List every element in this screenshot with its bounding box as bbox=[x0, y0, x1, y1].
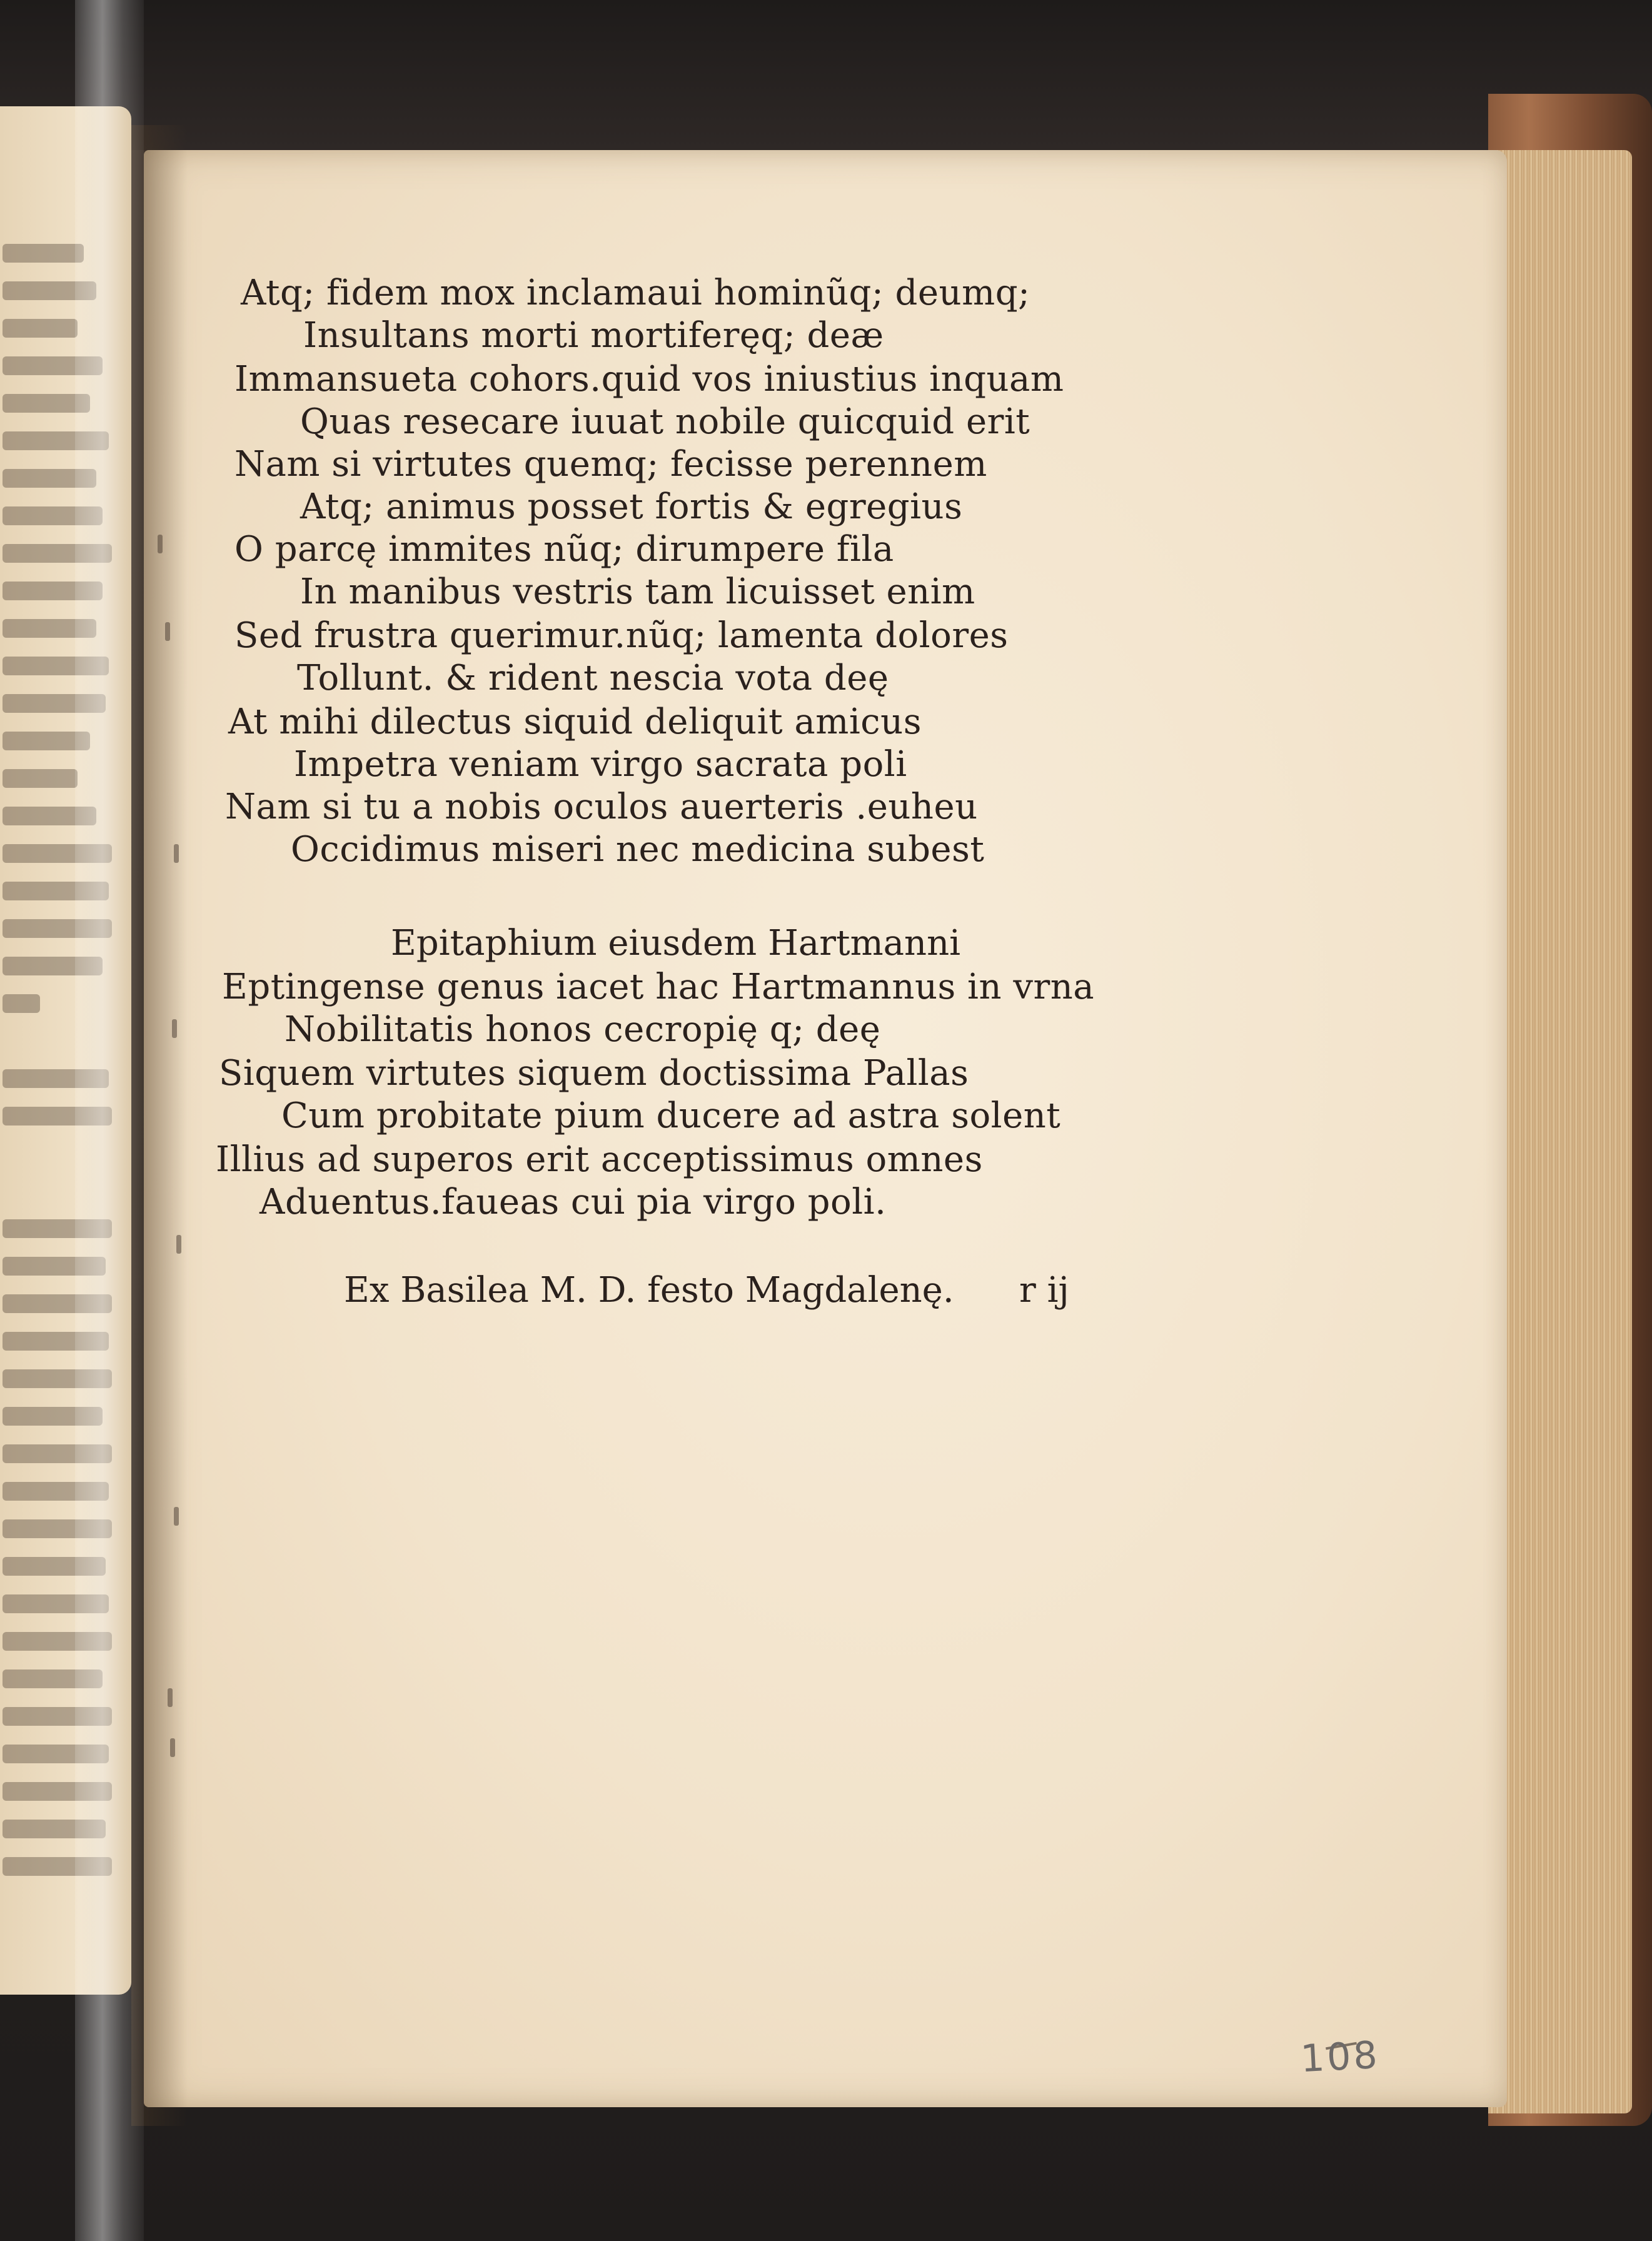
margin-mark bbox=[170, 1738, 175, 1757]
margin-mark bbox=[165, 622, 170, 641]
poem-line: In manibus vestris tam licuisset enim bbox=[300, 572, 975, 612]
margin-mark bbox=[158, 535, 163, 553]
margin-mark bbox=[174, 1507, 179, 1526]
background-backdrop bbox=[0, 0, 1652, 150]
poem-line: Immansueta cohors.quid vos iniustius inquam bbox=[234, 359, 1064, 400]
folio-number: 108 bbox=[1299, 2033, 1381, 2082]
epitaph-line: Illius ad superos erit acceptissimus omnes bbox=[216, 1139, 983, 1180]
epitaph-heading: Epitaphium eiusdem Hartmanni bbox=[391, 923, 961, 964]
poem-line: Atq; animus posset fortis & egregius bbox=[300, 486, 963, 527]
poem-line: At mihi dilectus siquid deliquit amicus bbox=[228, 702, 922, 742]
epitaph-line: Eptingense genus iacet hac Hartmannus in vrna bbox=[222, 967, 1095, 1007]
margin-mark bbox=[174, 844, 179, 863]
poem-line: Tollunt. & rident nescia vota deę bbox=[297, 658, 889, 698]
margin-mark bbox=[176, 1235, 181, 1254]
page-fore-edge bbox=[1488, 150, 1632, 2113]
margin-mark bbox=[168, 1688, 173, 1707]
left-page-text-line bbox=[3, 994, 40, 1013]
transparent-strap bbox=[75, 0, 144, 2241]
poem-line: Nam si tu a nobis oculos auerteris .euheu bbox=[225, 787, 978, 827]
epitaph-line: Cum probitate pium ducere ad astra solent bbox=[281, 1095, 1061, 1136]
poem-line: Impetra veniam virgo sacrata poli bbox=[294, 744, 907, 785]
epitaph-line: Siquem virtutes siquem doctissima Pallas bbox=[219, 1053, 969, 1094]
left-page-text-line bbox=[3, 319, 78, 338]
epitaph-line: Aduentus.faueas cui pia virgo poli. bbox=[259, 1182, 887, 1222]
colophon: Ex Basilea M. D. festo Magdalenę. bbox=[344, 1270, 954, 1311]
signature-mark: r ij bbox=[1019, 1270, 1069, 1311]
poem-line: O parcę immites nũq; dirumpere fila bbox=[234, 529, 894, 570]
margin-mark bbox=[172, 1019, 177, 1038]
left-page-text-line bbox=[3, 769, 78, 788]
left-page-text-line bbox=[3, 244, 84, 263]
poem-line: Sed frustra querimur.nũq; lamenta dolores bbox=[234, 615, 1009, 656]
poem-line: Atq; fidem mox inclamaui hominũq; deumq; bbox=[241, 273, 1030, 313]
poem-line: Quas resecare iuuat nobile quicquid erit bbox=[300, 401, 1030, 442]
poem-line: Insultans morti mortiferęq; deæ bbox=[303, 315, 884, 356]
poem-line: Occidimus miseri nec medicina subest bbox=[291, 829, 985, 870]
epitaph-line: Nobilitatis honos cecropię q; deę bbox=[285, 1009, 881, 1050]
poem-line: Nam si virtutes quemq; fecisse perennem bbox=[234, 444, 987, 485]
